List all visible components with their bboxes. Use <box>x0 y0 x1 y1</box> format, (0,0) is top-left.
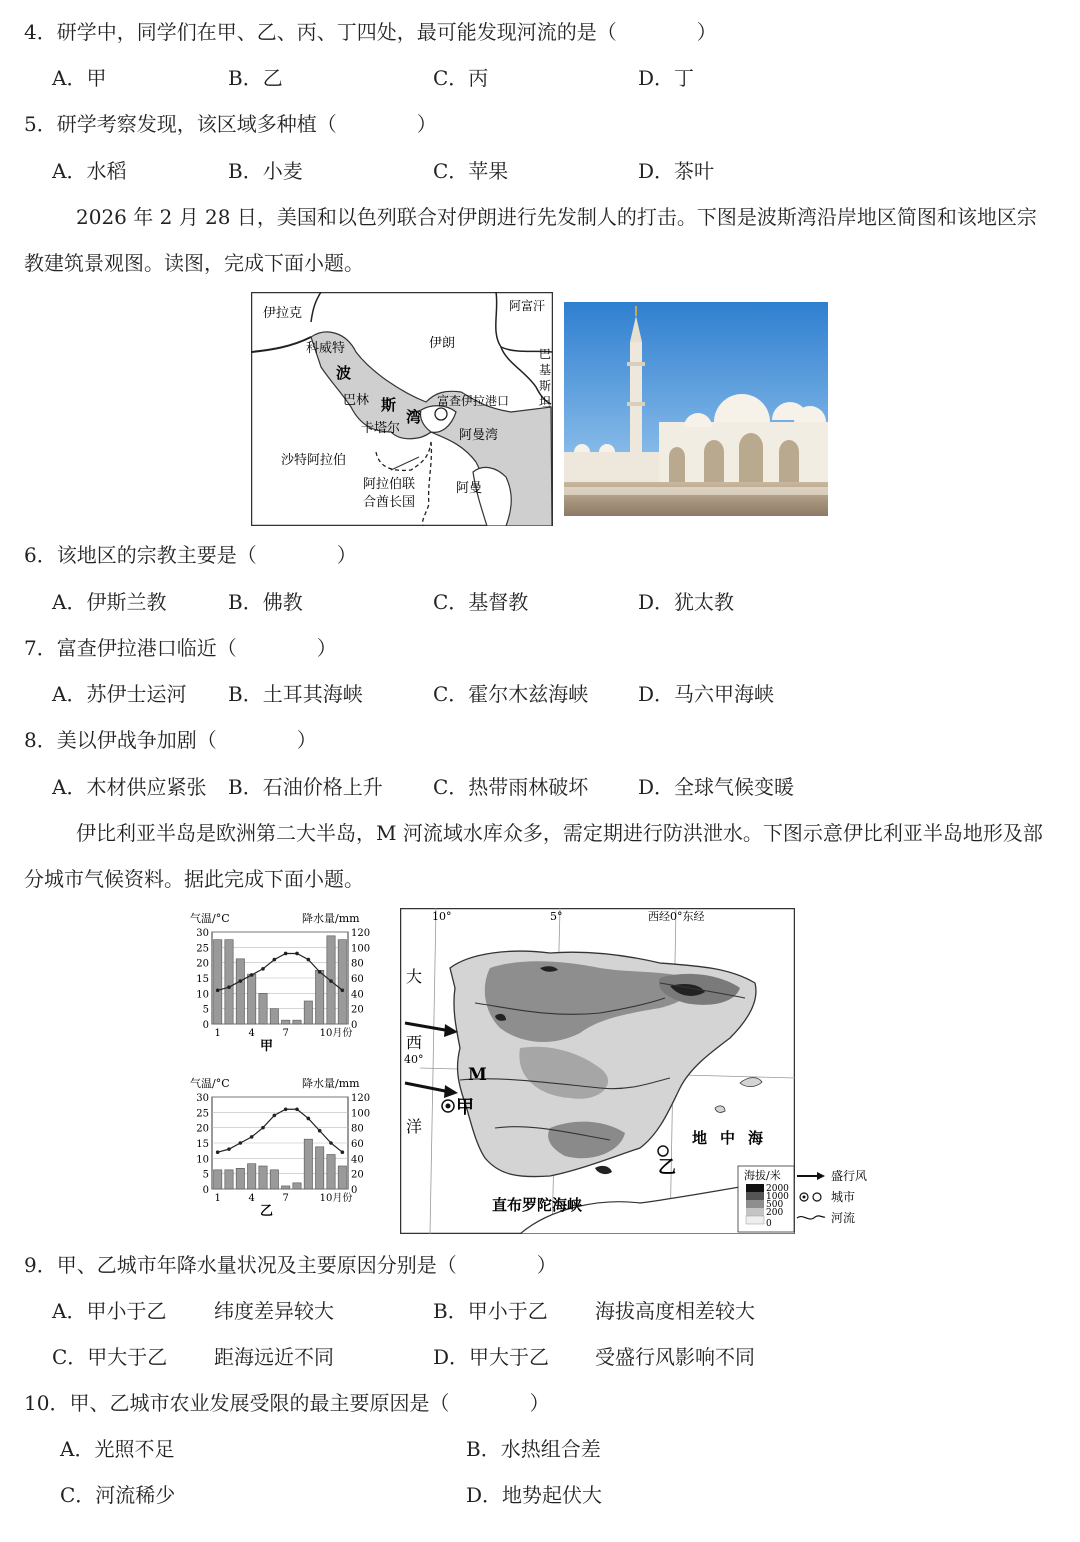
temp-point <box>307 958 311 962</box>
y-tick-left: 30 <box>196 928 209 939</box>
q9-option-a[interactable]: A．甲小于乙 <box>52 1299 167 1323</box>
y-tick-left: 5 <box>202 1004 209 1016</box>
q7-option-b[interactable]: B．土耳其海峡 <box>228 682 363 706</box>
y-label-right: 降水量/mm <box>302 1077 360 1090</box>
precip-bar <box>214 1170 222 1189</box>
q9-option-c[interactable]: C．甲大于乙 <box>52 1345 168 1369</box>
q5-option-d[interactable]: D．茶叶 <box>638 159 715 183</box>
label-fujairah-port: 富查伊拉港口 <box>437 394 510 408</box>
q9-option-b[interactable]: B．甲小于乙 <box>433 1299 548 1323</box>
x-tick: 10月份 <box>319 1193 353 1204</box>
y-tick-left: 0 <box>202 1185 209 1196</box>
q9-option-c-reason: 距海远近不同 <box>214 1345 334 1369</box>
q10-option-a[interactable]: A．光照不足 <box>60 1437 175 1461</box>
precip-bar <box>316 1147 324 1189</box>
legend-wind: 盛行风 <box>831 1169 868 1183</box>
y-tick-left: 25 <box>196 943 209 955</box>
label-city-jia: 甲 <box>456 1097 474 1118</box>
precip-bar <box>304 1001 312 1024</box>
temp-point <box>261 1126 265 1130</box>
q5-option-b[interactable]: B．小麦 <box>228 159 303 183</box>
temp-point <box>227 1147 231 1151</box>
lon-10: 10° <box>432 910 452 923</box>
precip-bar <box>225 940 233 1024</box>
precip-bar <box>214 940 222 1024</box>
label-city-yi: 乙 <box>658 1157 676 1178</box>
precip-bar <box>282 1020 290 1024</box>
label-pak-1: 巴 <box>539 347 552 361</box>
x-tick: 1 <box>214 1193 221 1204</box>
y-tick-left: 25 <box>196 1108 209 1120</box>
temp-point <box>341 1150 345 1154</box>
q4-option-a[interactable]: A．甲 <box>52 66 107 90</box>
y-tick-right: 40 <box>351 989 364 1001</box>
label-gibraltar: 直布罗陀海峡 <box>492 1196 583 1214</box>
x-tick: 10月份 <box>319 1028 353 1039</box>
q6-option-b[interactable]: B．佛教 <box>228 590 303 614</box>
temp-point <box>284 952 288 956</box>
y-tick-right: 60 <box>351 1139 364 1150</box>
legend-elev-2000: 2000 <box>766 1184 789 1194</box>
temp-point <box>307 1117 311 1121</box>
temp-point <box>284 1107 288 1111</box>
intro-persian-gulf: 2026 年 2 月 28 日，美国和以色列联合对伊朗进行先发制人的打击。下图是波斯湾沿岸地区简图和该地区宗教建筑景观图。读图，完成下面小题。 <box>24 205 1037 275</box>
temp-point <box>318 1129 322 1133</box>
q4-option-d[interactable]: D．丁 <box>638 66 695 90</box>
precip-bar <box>225 1170 233 1189</box>
climate-chart-jia <box>190 911 370 1054</box>
q8-option-c[interactable]: C．热带雨林破坏 <box>433 775 589 799</box>
q4-option-b[interactable]: B．乙 <box>228 66 283 90</box>
y-tick-left: 10 <box>196 989 209 1001</box>
label-wan: 湾 <box>406 408 422 426</box>
temp-point <box>273 1114 277 1118</box>
y-tick-left: 5 <box>202 1169 209 1181</box>
chart-title: 甲 <box>260 1039 274 1054</box>
q10-stem: 10．甲、乙城市农业发展受限的最主要原因是（ ） <box>24 1391 550 1415</box>
y-tick-right: 100 <box>351 1108 371 1120</box>
iberia-map <box>400 908 795 1234</box>
y-tick-left: 30 <box>196 1093 209 1104</box>
q5-option-c[interactable]: C．苹果 <box>433 159 509 183</box>
precip-bar <box>270 1170 278 1189</box>
label-med-3: 海 <box>748 1129 764 1147</box>
iberia-legend-symbols <box>795 1166 875 1230</box>
precip-bar <box>248 974 256 1024</box>
q8-stem: 8．美以伊战争加剧（ ） <box>24 728 317 752</box>
y-tick-left: 0 <box>202 1020 209 1031</box>
temp-point <box>329 979 333 983</box>
intro-iberia: 伊比利亚半岛是欧洲第二大半岛，M 河流域水库众多，需定期进行防洪泄水。下图示意伊比利亚半岛地形及部分城市气候资料。据此完成下面小题。 <box>24 821 1043 891</box>
y-tick-right: 40 <box>351 1154 364 1166</box>
q7-option-d[interactable]: D．马六甲海峡 <box>638 682 775 706</box>
legend-elev-200: 200 <box>766 1208 784 1218</box>
label-da: 大 <box>406 967 423 986</box>
label-oman: 阿曼 <box>456 481 483 496</box>
q10-option-c[interactable]: C．河流稀少 <box>60 1483 176 1507</box>
label-pak-3: 斯 <box>539 379 552 393</box>
y-label-left: 气温/°C <box>190 912 230 925</box>
legend-elev-0: 0 <box>766 1219 772 1229</box>
precip-bar <box>338 1166 346 1189</box>
y-tick-right: 100 <box>351 943 371 955</box>
label-med-2: 中 <box>720 1129 736 1147</box>
precip-bar <box>293 1020 301 1024</box>
precip-bar <box>327 1155 335 1190</box>
precip-bar <box>259 993 267 1024</box>
temp-point <box>273 958 277 962</box>
lon-0: 西经0°东经 <box>648 910 705 923</box>
label-pak-2: 基 <box>539 363 552 377</box>
q5-option-a[interactable]: A．水稻 <box>52 159 127 183</box>
precip-bar <box>236 1168 244 1189</box>
y-tick-left: 20 <box>196 1123 209 1135</box>
label-yang: 洋 <box>406 1117 423 1136</box>
label-xi: 西 <box>406 1033 423 1052</box>
q5-stem: 5．研学考察发现，该区域多种植（ ） <box>24 112 437 136</box>
temp-point <box>250 1135 254 1139</box>
precip-bar <box>293 1183 301 1189</box>
y-label-left: 气温/°C <box>190 1077 230 1090</box>
legend-elev-500: 500 <box>766 1200 784 1210</box>
label-afghanistan: 阿富汗 <box>509 299 546 313</box>
y-tick-right: 120 <box>351 1093 371 1104</box>
climate-chart-yi <box>190 1076 370 1219</box>
y-tick-right: 0 <box>351 1185 358 1196</box>
q8-option-d[interactable]: D．全球气候变暖 <box>638 775 795 799</box>
climate-charts <box>180 908 380 1220</box>
temp-point <box>239 979 243 983</box>
label-m-river: M <box>468 1065 487 1085</box>
y-tick-left: 20 <box>196 958 209 970</box>
x-tick: 4 <box>248 1193 255 1204</box>
legend-river: 河流 <box>831 1211 856 1225</box>
x-tick: 7 <box>282 1028 289 1039</box>
legend-elev-1000: 1000 <box>766 1192 789 1202</box>
y-tick-right: 80 <box>351 1123 364 1135</box>
precip-bar <box>316 970 324 1024</box>
temp-point <box>216 988 220 992</box>
label-pak-4: 坦 <box>539 395 552 409</box>
label-saudi: 沙特阿拉伯 <box>281 453 347 468</box>
label-iran: 伊朗 <box>429 336 456 351</box>
temp-point <box>341 988 345 992</box>
q10-option-d[interactable]: D．地势起伏大 <box>466 1483 603 1507</box>
label-bo: 波 <box>336 364 352 382</box>
q6-option-c[interactable]: C．基督教 <box>433 590 529 614</box>
precip-bar <box>270 1009 278 1024</box>
q9-option-d-reason: 受盛行风影响不同 <box>595 1345 755 1369</box>
y-tick-right: 0 <box>351 1020 358 1031</box>
label-med-1: 地 <box>692 1129 708 1147</box>
y-tick-right: 20 <box>351 1004 364 1016</box>
legend-city: 城市 <box>831 1190 856 1204</box>
y-tick-right: 60 <box>351 974 364 985</box>
q7-option-c[interactable]: C．霍尔木兹海峡 <box>433 682 589 706</box>
legend-elev-title: 海拔/米 <box>744 1169 781 1182</box>
temp-point <box>318 970 322 974</box>
lat-40: 40° <box>404 1053 424 1066</box>
y-label-right: 降水量/mm <box>302 912 360 925</box>
q6-option-a[interactable]: A．伊斯兰教 <box>52 590 167 614</box>
precip-bar <box>236 959 244 1024</box>
y-tick-left: 10 <box>196 1154 209 1166</box>
q8-option-a[interactable]: A．木材供应紧张 <box>52 775 207 799</box>
precip-bar <box>304 1139 312 1189</box>
y-tick-right: 120 <box>351 928 371 939</box>
q9-option-d[interactable]: D．甲大于乙 <box>433 1345 550 1369</box>
q9-option-a-reason: 纬度差异较大 <box>214 1299 334 1323</box>
q7-stem: 7．富查伊拉港口临近（ ） <box>24 636 337 660</box>
label-si: 斯 <box>381 396 397 414</box>
precip-bar <box>338 940 346 1024</box>
q4-option-c[interactable]: C．丙 <box>433 66 489 90</box>
x-tick: 7 <box>282 1193 289 1204</box>
label-kuwait: 科威特 <box>306 341 346 356</box>
precip-bar <box>282 1186 290 1189</box>
temp-point <box>261 967 265 971</box>
mosque-photo <box>564 302 828 516</box>
temp-point <box>227 985 231 989</box>
temp-point <box>329 1141 333 1145</box>
q4-stem: 4．研学中，同学们在甲、乙、丙、丁四处，最可能发现河流的是（ ） <box>24 20 717 44</box>
precip-bar <box>248 1164 256 1189</box>
y-tick-right: 20 <box>351 1169 364 1181</box>
temp-point <box>239 1141 243 1145</box>
label-qatar: 卡塔尔 <box>361 421 401 436</box>
lon-5: 5° <box>550 910 563 923</box>
precip-bar <box>259 1166 267 1189</box>
temp-point <box>295 1107 299 1111</box>
q10-option-b[interactable]: B．水热组合差 <box>466 1437 601 1461</box>
label-uae-1: 阿拉伯联 <box>363 477 416 492</box>
chart-title: 乙 <box>260 1204 274 1219</box>
y-tick-left: 15 <box>196 974 209 985</box>
label-gulf-of-oman: 阿曼湾 <box>459 428 499 443</box>
label-bahrain: 巴林 <box>343 393 370 408</box>
temp-point <box>250 973 254 977</box>
label-iraq: 伊拉克 <box>263 306 303 321</box>
q8-option-b[interactable]: B．石油价格上升 <box>228 775 383 799</box>
q9-stem: 9．甲、乙城市年降水量状况及主要原因分别是（ ） <box>24 1253 557 1277</box>
q7-option-a[interactable]: A．苏伊士运河 <box>52 682 187 706</box>
temp-point <box>216 1150 220 1154</box>
q6-option-d[interactable]: D．犹太教 <box>638 590 735 614</box>
q6-stem: 6．该地区的宗教主要是（ ） <box>24 543 357 567</box>
persian-gulf-map <box>251 292 553 526</box>
y-tick-left: 15 <box>196 1139 209 1150</box>
x-tick: 4 <box>248 1028 255 1039</box>
q9-option-b-reason: 海拔高度相差较大 <box>595 1299 755 1323</box>
y-tick-right: 80 <box>351 958 364 970</box>
temp-point <box>295 952 299 956</box>
x-tick: 1 <box>214 1028 221 1039</box>
label-uae-2: 合酋长国 <box>363 495 416 510</box>
